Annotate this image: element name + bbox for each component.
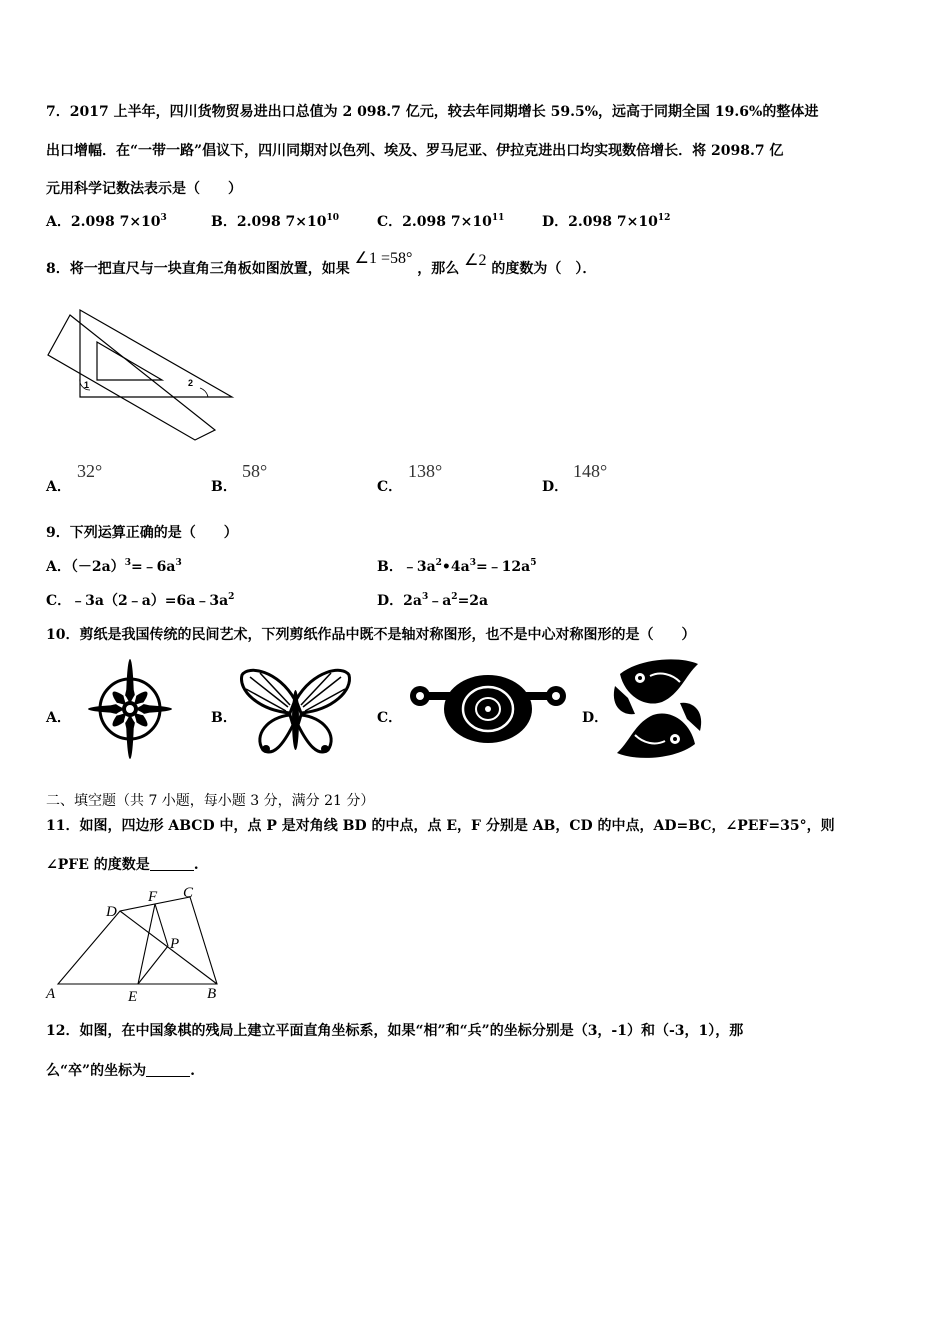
answer-blank[interactable] (146, 1064, 190, 1077)
q8-text-c: 的度数为（ ）． (491, 261, 597, 277)
q11-end: . (193, 857, 199, 873)
q9-option-a[interactable]: A．$(-2a)^3=﹣6a^3$ (46, 558, 182, 575)
option-label: A． (46, 214, 71, 230)
q8-option-c-value: 138° (408, 461, 443, 481)
option-exponent: 10 (326, 213, 340, 223)
set-square-inner (97, 342, 162, 380)
angle-1-label: 1 (84, 380, 90, 390)
option-base: 2.098 7×10 (568, 214, 658, 230)
q12-line-2-text: 么“卒”的坐标为 (46, 1063, 147, 1079)
quadrilateral-figure (42, 884, 224, 1006)
option-base: 2.098 7×10 (70, 214, 161, 230)
q9-option-b[interactable]: B．$﹣3a^2•4a^3=﹣12a^5$ (377, 558, 537, 575)
option-label: B． (211, 479, 237, 495)
q11-line-2-text: ∠PFE 的度数是 (46, 857, 150, 873)
q10-option-a[interactable] (46, 707, 71, 727)
q7-option-d[interactable] (542, 211, 670, 231)
papercut-butterfly-image (238, 665, 353, 760)
option-label: A． (46, 559, 71, 575)
segment-ef (138, 904, 155, 984)
q12-line-1: 12．如图，在中国象棋的残局上建立平面直角坐标系，如果“相”和“兵”的坐标分别是（3，-1）和（-3，1），那 (46, 1023, 744, 1039)
option-base: 2.098 7×10 (402, 214, 492, 230)
option-base: 2.098 7×10 (236, 214, 327, 230)
q7-line-3: 元用科学记数法表示是（ ） (46, 181, 242, 197)
q7-line-1: 7．2017 上半年，四川货物贸易进出口总值为 2 098.7 亿元，较去年同期增长 59.5%，远高于同期全国 19.6%的整体进 (46, 104, 819, 120)
q8-stem (46, 250, 597, 278)
angle-2-arc (200, 388, 208, 397)
option-label: D． (542, 214, 569, 230)
q11-line-1: 11．如图，四边形 ABCD 中，点 P 是对角线 BD 的中点，点 E，F 分别是 AB，CD 的中点，AD=BC，∠PEF=35°，则 (46, 818, 835, 834)
q8-option-b-value: 58° (242, 461, 268, 481)
q8-angle-1: ∠1 =58° (354, 250, 413, 267)
point-p-label: P (170, 936, 180, 952)
q7-line-2: 出口增幅．在“一带一路”倡议下，四川同期对以色列、埃及、罗马尼亚、伊拉克进出口均实现数倍增长．将 2098.7 亿 (46, 143, 784, 159)
point-c-label: C (183, 885, 194, 901)
q10-option-d[interactable] (582, 707, 608, 727)
q9-option-d[interactable]: D．$2a^3﹣a^2=2a$ (377, 592, 489, 609)
q7-option-a[interactable] (46, 211, 167, 231)
option-label: B． (377, 559, 403, 575)
option-label: D． (542, 479, 569, 495)
point-f-label: F (148, 889, 158, 905)
q8-angle-2: ∠2 (464, 252, 487, 269)
option-label: B． (211, 710, 237, 726)
q7-option-b[interactable] (211, 211, 339, 231)
option-label: A． (46, 479, 71, 495)
q10-option-c[interactable] (377, 707, 402, 727)
q8-option-b[interactable] (211, 476, 237, 496)
option-label: C． (377, 214, 403, 230)
q8-option-a-value: 32° (77, 461, 103, 481)
option-label: C． (377, 710, 403, 726)
option-label: C． (46, 593, 72, 609)
option-label: A． (46, 710, 71, 726)
option-exponent: 11 (491, 213, 505, 223)
papercut-flower-image (85, 655, 175, 763)
point-b-label: B (207, 986, 217, 1002)
q8-text-a: 8．将一把直尺与一块直角三角板如图放置，如果 (46, 261, 350, 277)
papercut-fish-image (610, 656, 705, 761)
q9-option-c[interactable]: C．$﹣3a(2﹣a)=6a﹣3a^2$ (46, 592, 235, 609)
option-label: B． (211, 214, 237, 230)
answer-blank[interactable] (150, 858, 194, 871)
option-label: D． (377, 593, 404, 609)
option-label: D． (582, 710, 609, 726)
q10-stem: 10．剪纸是我国传统的民间艺术，下列剪纸作品中既不是轴对称图形，也不是中心对称图形的是（ ） (46, 627, 696, 643)
point-d-label: D (106, 904, 117, 920)
q10-option-b[interactable] (211, 707, 237, 727)
q9-stem: 9．下列运算正确的是（ ） (46, 525, 238, 541)
q7-option-c[interactable] (377, 211, 504, 231)
segment-fp (155, 904, 168, 946)
q8-option-d-value: 148° (573, 461, 608, 481)
ruler-triangle-figure (40, 300, 240, 445)
q11-line-2 (46, 854, 199, 874)
q8-option-c[interactable] (377, 476, 402, 496)
q12-end: . (190, 1063, 195, 1079)
papercut-scroll-flower-image (403, 670, 573, 748)
angle-2-label: 2 (188, 378, 194, 388)
point-e-label: E (128, 989, 138, 1005)
q12-line-2 (46, 1060, 195, 1080)
option-exponent: 12 (657, 213, 671, 223)
section-2-title: 二、填空题（共 7 小题，每小题 3 分，满分 21 分） (46, 793, 375, 809)
diagonal-bd (120, 911, 217, 984)
option-exponent: 3 (160, 213, 167, 223)
q8-option-d[interactable] (542, 476, 568, 496)
q8-text-b: ，那么 (417, 261, 460, 277)
option-label: C． (377, 479, 403, 495)
q8-option-a[interactable] (46, 476, 71, 496)
point-a-label: A (46, 986, 56, 1002)
